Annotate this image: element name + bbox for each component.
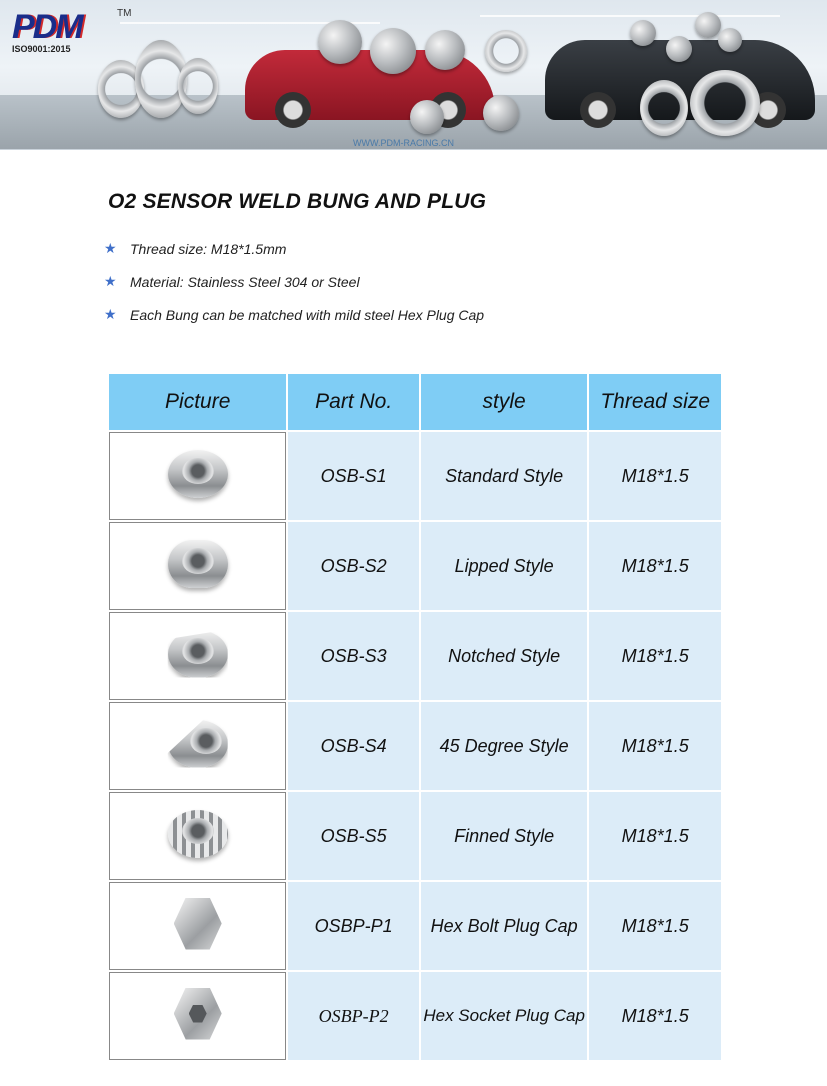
page-title: O2 SENSOR WELD BUNG AND PLUG bbox=[108, 190, 487, 213]
pdm-logo: PDM bbox=[12, 8, 82, 46]
style-cell: Hex Socket Plug Cap bbox=[421, 972, 587, 1060]
thread-cell: M18*1.5 bbox=[589, 882, 721, 970]
product-spec-table bbox=[107, 372, 723, 1062]
table-row bbox=[109, 612, 721, 700]
style-cell: 45 Degree Style bbox=[421, 702, 587, 790]
banner-sleeve bbox=[370, 28, 416, 74]
banner-clamp bbox=[318, 20, 362, 64]
thread-cell: M18*1.5 bbox=[589, 432, 721, 520]
banner-hanger bbox=[410, 100, 444, 134]
feature-item bbox=[104, 298, 704, 331]
table-row bbox=[109, 882, 721, 970]
banner-flex-pipe bbox=[690, 70, 760, 136]
picture-cell bbox=[109, 702, 286, 790]
banner-bung bbox=[666, 36, 692, 62]
banner-flex-pipe bbox=[640, 80, 688, 136]
banner-streak bbox=[480, 15, 780, 17]
thread-cell: M18*1.5 bbox=[589, 702, 721, 790]
table-row bbox=[109, 432, 721, 520]
part-no-cell: OSBP-P2 bbox=[288, 972, 419, 1060]
feature-text: Material: Stainless Steel 304 or Steel bbox=[130, 273, 360, 290]
feature-item bbox=[104, 232, 704, 265]
star-icon: ★ bbox=[104, 273, 117, 289]
picture-cell bbox=[109, 522, 286, 610]
style-cell: Finned Style bbox=[421, 792, 587, 880]
header-banner bbox=[0, 0, 827, 150]
banner-coupler bbox=[485, 30, 527, 72]
part-no-cell: OSB-S3 bbox=[288, 612, 419, 700]
feature-item bbox=[104, 265, 704, 298]
feature-list bbox=[104, 232, 704, 331]
style-cell: Lipped Style bbox=[421, 522, 587, 610]
banner-bung bbox=[630, 20, 656, 46]
part-no-cell: OSB-S2 bbox=[288, 522, 419, 610]
bung-notched-image bbox=[158, 622, 238, 686]
bung-45-degree-image bbox=[158, 712, 238, 776]
feature-text: Thread size: M18*1.5mm bbox=[130, 240, 287, 257]
bung-standard-image bbox=[158, 442, 238, 506]
banner-plug bbox=[718, 28, 742, 52]
picture-cell bbox=[109, 882, 286, 970]
iso-certification: ISO9001:2015 bbox=[12, 44, 71, 54]
header-part-no: Part No. bbox=[288, 374, 419, 430]
part-no-cell: OSB-S1 bbox=[288, 432, 419, 520]
part-no-cell: OSB-S5 bbox=[288, 792, 419, 880]
header-thread-size: Thread size bbox=[589, 374, 721, 430]
bung-finned-image bbox=[158, 802, 238, 866]
hex-bolt-plug-image bbox=[158, 892, 238, 956]
banner-hanger bbox=[483, 95, 519, 131]
header-style: style bbox=[421, 374, 587, 430]
picture-cell bbox=[109, 792, 286, 880]
header-picture: Picture bbox=[109, 374, 286, 430]
star-icon: ★ bbox=[104, 306, 117, 322]
thread-cell: M18*1.5 bbox=[589, 972, 721, 1060]
thread-cell: M18*1.5 bbox=[589, 522, 721, 610]
table-header-row bbox=[109, 374, 721, 430]
style-cell: Hex Bolt Plug Cap bbox=[421, 882, 587, 970]
picture-cell bbox=[109, 432, 286, 520]
star-icon: ★ bbox=[104, 240, 117, 256]
picture-cell bbox=[109, 612, 286, 700]
thread-cell: M18*1.5 bbox=[589, 612, 721, 700]
part-no-cell: OSB-S4 bbox=[288, 702, 419, 790]
bung-lipped-image bbox=[158, 532, 238, 596]
banner-clamp bbox=[425, 30, 465, 70]
banner-vband-ring bbox=[178, 58, 218, 114]
trademark-mark: TM bbox=[117, 8, 132, 19]
table-row bbox=[109, 702, 721, 790]
hex-socket-plug-image bbox=[158, 982, 238, 1046]
feature-text: Each Bung can be matched with mild steel Hex Plug Cap bbox=[130, 306, 485, 323]
table-row bbox=[109, 792, 721, 880]
wheel-icon bbox=[580, 92, 616, 128]
picture-cell bbox=[109, 972, 286, 1060]
style-cell: Notched Style bbox=[421, 612, 587, 700]
banner-bung bbox=[695, 12, 721, 38]
style-cell: Standard Style bbox=[421, 432, 587, 520]
website-url[interactable]: WWW.PDM-RACING.CN bbox=[353, 138, 454, 148]
wheel-icon bbox=[275, 92, 311, 128]
part-no-cell: OSBP-P1 bbox=[288, 882, 419, 970]
table-row bbox=[109, 972, 721, 1060]
thread-cell: M18*1.5 bbox=[589, 792, 721, 880]
table-row bbox=[109, 522, 721, 610]
